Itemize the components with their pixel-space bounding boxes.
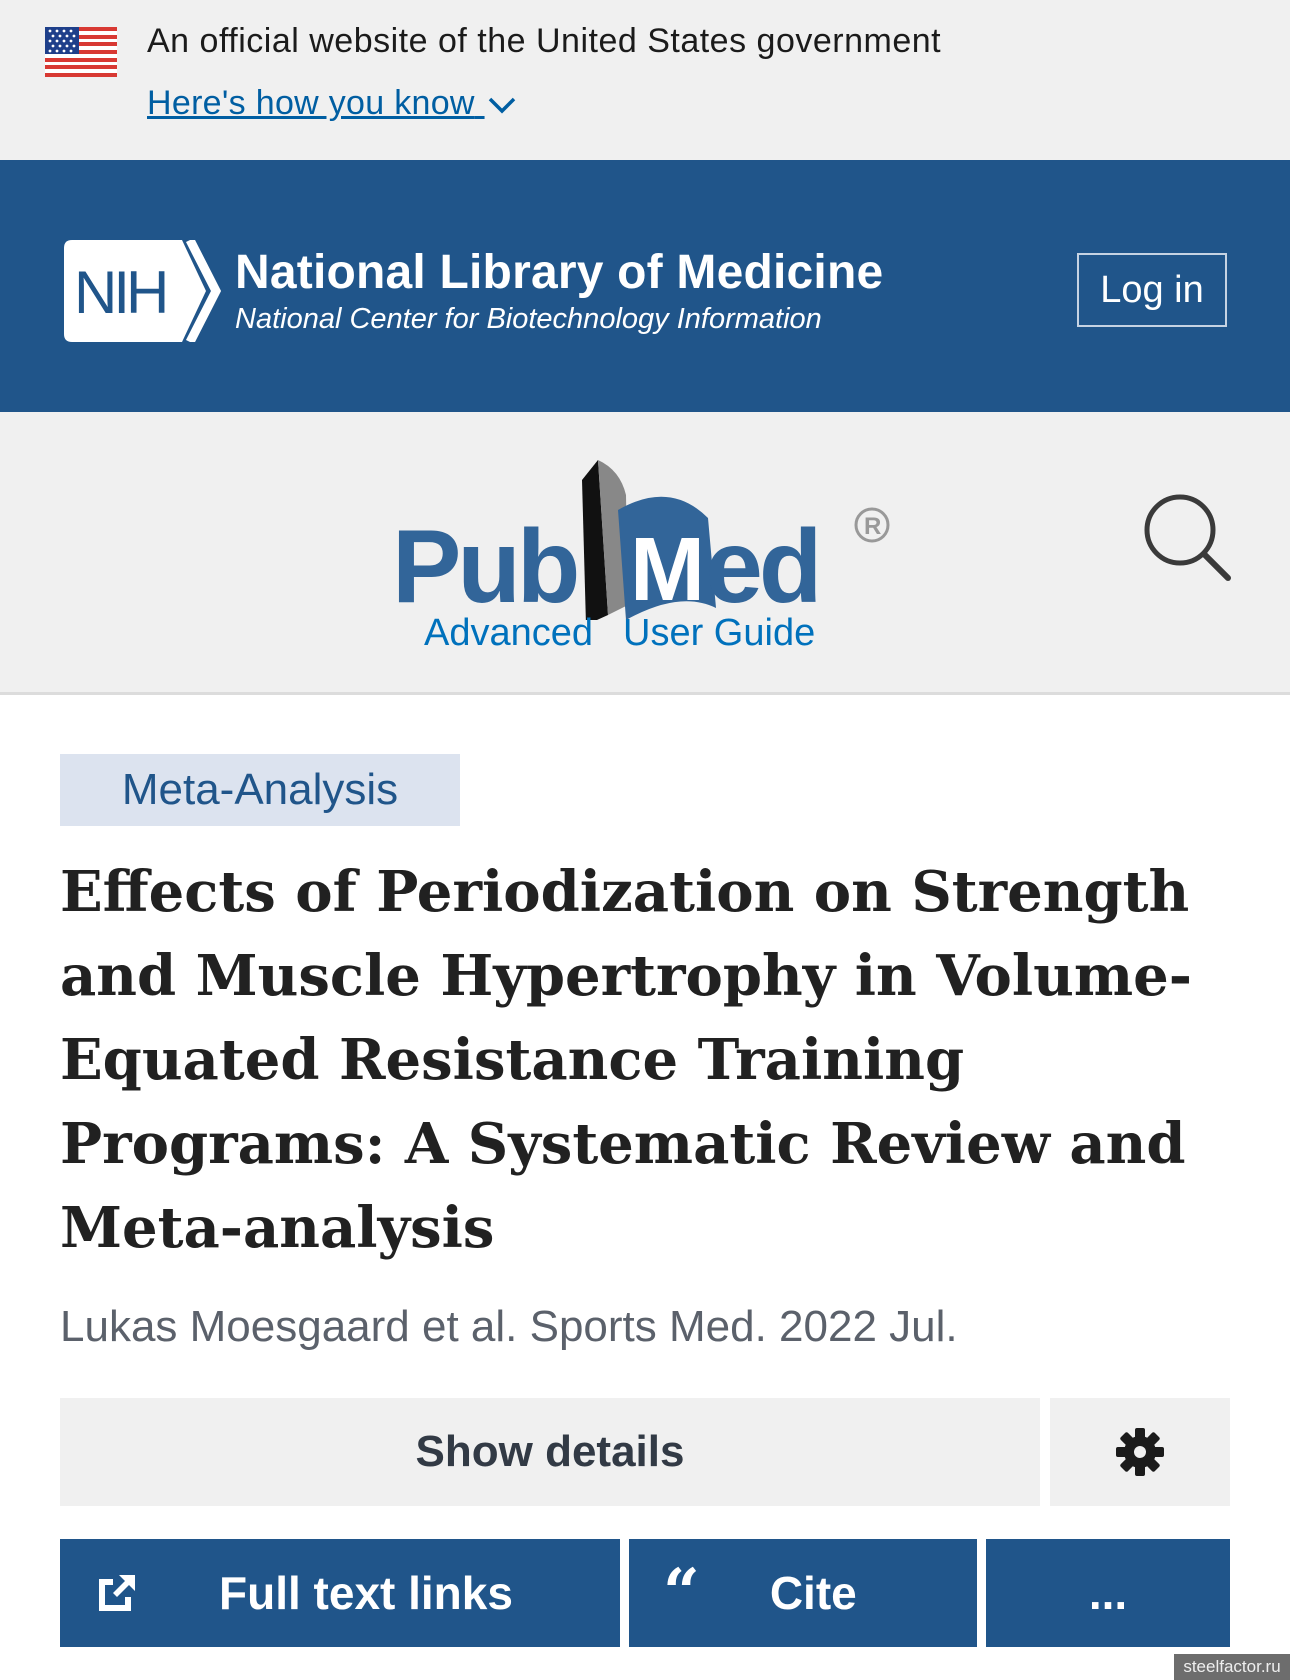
show-details-button[interactable]: Show details — [60, 1398, 1040, 1506]
watermark: steelfactor.ru — [1174, 1654, 1290, 1680]
svg-text:M: M — [630, 520, 705, 620]
nih-logo-text: NIH — [74, 259, 166, 326]
pubmed-links — [424, 612, 815, 655]
svg-text:Pub: Pub — [392, 509, 577, 620]
cite-button[interactable] — [629, 1539, 977, 1647]
article-title: Effects of Periodization on Strength and Muscle Hypertrophy in Volume-Equated Resistance Training Programs: A Systematic Review and Meta-analysis — [60, 859, 1193, 1261]
quote-icon: “ — [663, 1555, 700, 1630]
us-flag-icon — [45, 27, 117, 77]
nlm-header — [0, 160, 1290, 412]
svg-text:ed: ed — [705, 509, 819, 620]
gear-icon — [1114, 1426, 1166, 1478]
full-text-links-button[interactable] — [60, 1539, 620, 1647]
login-button[interactable]: Log in — [1077, 253, 1227, 327]
external-link-icon — [95, 1571, 139, 1615]
article-citation: Lukas Moesgaard et al. Sports Med. 2022 Jul. — [60, 1302, 958, 1351]
nlm-subtitle: National Center for Biotechnology Information — [235, 303, 822, 335]
cite-label: Cite — [769, 1567, 857, 1619]
svg-text:R: R — [864, 513, 882, 540]
pubmed-logo[interactable] — [390, 440, 910, 625]
nlm-title[interactable]: National Library of Medicine — [235, 246, 884, 299]
search-icon[interactable] — [1142, 492, 1232, 582]
gov-banner — [0, 0, 1290, 160]
chevron-down-icon — [487, 95, 517, 115]
gov-official-text: An official website of the United States government — [147, 22, 942, 60]
advanced-link[interactable]: Advanced — [424, 612, 594, 654]
full-text-links-label: Full text links — [219, 1567, 513, 1619]
pubmed-logo-graphic — [390, 440, 910, 620]
how-you-know-label: Here's how you know — [147, 84, 475, 122]
how-you-know-link[interactable] — [147, 84, 517, 123]
pubmed-header — [0, 412, 1290, 695]
nih-logo[interactable] — [64, 240, 222, 342]
settings-button[interactable] — [1050, 1398, 1230, 1506]
more-actions-button[interactable]: ... — [986, 1539, 1230, 1647]
publication-type-badge: Meta-Analysis — [60, 754, 460, 826]
user-guide-link[interactable]: User Guide — [623, 612, 816, 654]
